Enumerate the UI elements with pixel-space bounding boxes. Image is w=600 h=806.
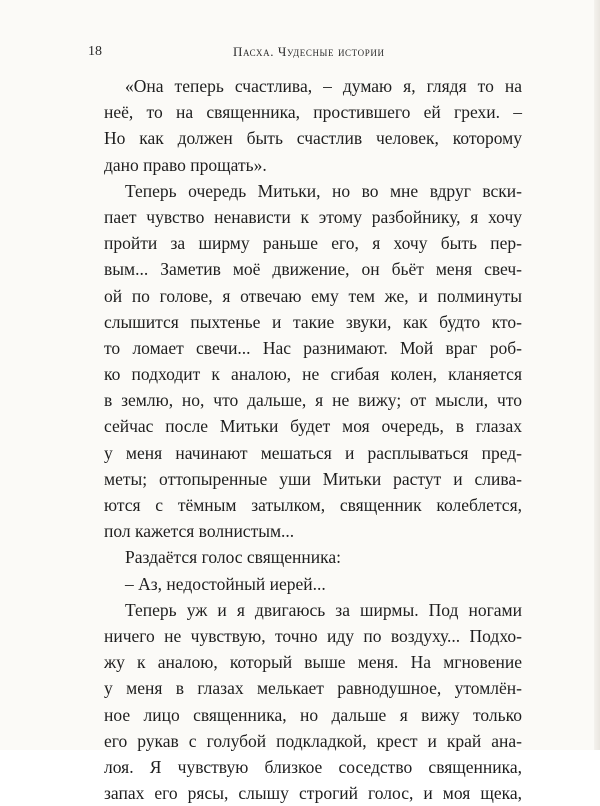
text-line: Теперь уж и я двигаюсь за ширмы. Под ногами xyxy=(125,599,522,620)
page-number: 18 xyxy=(88,44,102,59)
text-line: дано право прощать». xyxy=(104,154,267,175)
running-title: Пасха. Чудесные истории xyxy=(233,44,385,59)
running-head xyxy=(88,44,508,64)
text-line: Раздаётся голос священника: xyxy=(125,547,341,568)
text-line: в землю, но, что дальше, я не вижу; от мысли, что xyxy=(104,390,522,411)
text-line: пол кажется волнистым... xyxy=(104,521,295,542)
text-line: пройти за ширму раньше его, я хочу быть пер- xyxy=(104,233,522,254)
text-line: ой по голове, я отвечаю ему тем же, и полминуты xyxy=(104,285,522,306)
text-line: ное лицо священника, но дальше я вижу только xyxy=(104,704,522,725)
body-text xyxy=(104,73,522,806)
text-line: у меня в глазах мелькает равнодушное, утомлён- xyxy=(104,678,522,699)
text-line: Но как должен быть счастлив человек, которому xyxy=(104,128,522,149)
text-line: ничего не чувствую, точно иду по воздуху... Подхо- xyxy=(104,625,522,646)
text-line: сейчас после Митьки будет моя очередь, в глазах xyxy=(104,416,522,437)
text-line: пает чувство ненависти к этому разбойнику, я хочу xyxy=(104,206,522,227)
text-line: ко подходит к аналою, не сгибая колен, кланяется xyxy=(104,364,522,385)
text-line: слышится пыхтенье и такие звуки, как будто кто- xyxy=(104,311,522,332)
text-line: запах его рясы, слышу строгий голос, и моя щека, xyxy=(104,783,522,804)
text-line: Теперь очередь Митьки, но во мне вдруг вски- xyxy=(125,180,522,201)
page-edge xyxy=(594,0,600,750)
text-line: ются с тёмным затылком, священник колеблется, xyxy=(104,495,522,515)
text-line: вым... Заметив моё движение, он бьёт меня свеч- xyxy=(104,259,522,280)
text-line: жу к аналою, который выше меня. На мгновение xyxy=(104,652,522,673)
text-line: неё, то на священника, простившего ей грехи. – xyxy=(104,102,522,123)
text-line: у меня начинают мешаться и расплываться пред- xyxy=(104,442,522,463)
text-line: его рукав с голубой подкладкой, крест и край ана- xyxy=(104,730,522,751)
text-line: лоя. Я чувствую близкое соседство священника, xyxy=(104,756,522,777)
text-line: «Она теперь счастлива, – думаю я, глядя то на xyxy=(125,76,522,96)
text-line: меты; оттопыренные уши Митьки растут и слива- xyxy=(104,468,522,489)
text-line: – Аз, недостойный иерей... xyxy=(125,573,326,594)
text-line: то ломает свечи... Нас разнимают. Мой враг роб- xyxy=(104,337,522,358)
